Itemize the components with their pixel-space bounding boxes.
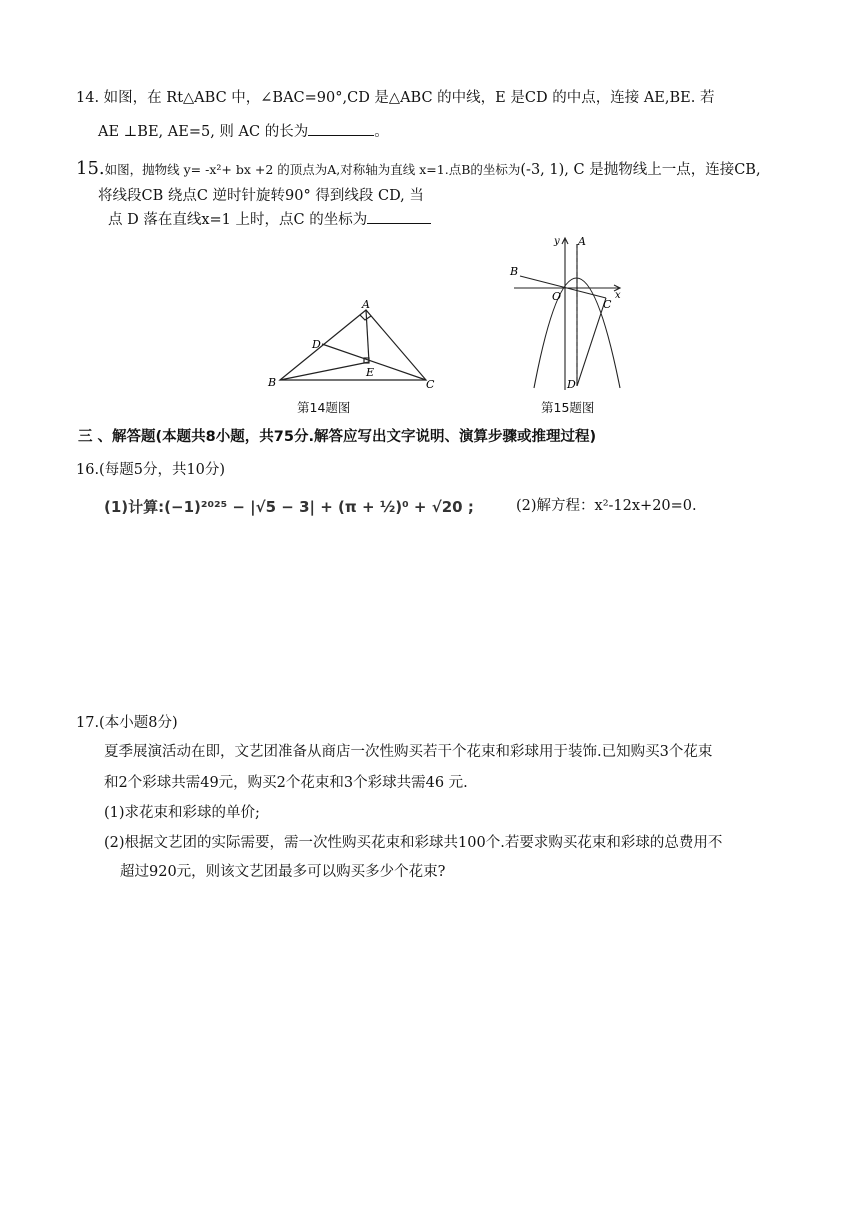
- question-14-condition: AE ⊥BE, AE=5, 则 AC 的长为: [98, 124, 309, 140]
- question-17-header: 17.(本小题8分): [76, 715, 178, 731]
- answer-blank-15[interactable]: [367, 209, 431, 224]
- figure-15-caption: 第15题图: [541, 400, 595, 415]
- question-16-part-1-expression: (−1)²⁰²⁵ − |√5 − 3| + (π + ½)⁰ + √20 ;: [164, 498, 474, 516]
- label-a: A: [578, 235, 586, 248]
- label-x: x: [615, 290, 621, 301]
- label-e: E: [366, 366, 375, 379]
- question-16-header: 16.(每题5分，共10分): [76, 462, 226, 478]
- question-14-number: 14.: [76, 90, 100, 106]
- label-c: C: [603, 298, 612, 311]
- question-15-line-3: [108, 208, 431, 229]
- question-17-text-line-1: 夏季展演活动在即，文艺团准备从商店一次性购买若干个花束和彩球用于装饰.已知购买3个花束: [104, 744, 713, 760]
- question-14-line-2: [98, 120, 389, 141]
- figure-14-triangle-diagram: [262, 296, 442, 394]
- question-15-text-b: (-3, 1), C 是抛物线上一点，连接CB,: [520, 162, 761, 178]
- question-17-part-2-line-2: 超过920元，则该文艺团最多可以购买多少个花束?: [120, 864, 446, 880]
- question-16-part-1-label: (1)计算:: [104, 498, 165, 516]
- label-b: B: [268, 376, 277, 389]
- label-d: D: [312, 338, 321, 351]
- question-16-part-1: [104, 496, 474, 517]
- question-16-part-2: (2)解方程：x²-12x+20=0.: [516, 498, 697, 514]
- label-b: B: [510, 265, 519, 278]
- question-14-line-1: [76, 86, 714, 107]
- answer-blank-14[interactable]: [308, 121, 374, 136]
- question-15-text-a: 如图，抛物线 y= -x²+ bx +2 的顶点为A,对称轴为直线 x=1.点B的坐标为: [104, 162, 521, 177]
- figure-14-caption: 第14题图: [297, 400, 351, 415]
- question-17-part-2-line-1: (2)根据文艺团的实际需要，需一次性购买花束和彩球共100个.若要求购买花束和彩球的总费用不: [104, 835, 723, 851]
- label-c: C: [426, 378, 435, 391]
- question-15-line-1: [76, 158, 761, 179]
- question-14-end: 。: [374, 124, 389, 140]
- label-d: D: [567, 378, 576, 391]
- question-17-text-line-2: 和2个彩球共需49元，购买2个花束和3个彩球共需46 元.: [104, 775, 468, 791]
- figure-15-parabola-diagram: [506, 232, 630, 392]
- question-14-text: 如图，在 Rt△ABC 中，∠BAC=90°,CD 是△ABC 的中线，E 是CD 的中点，连接 AE,BE. 若: [103, 90, 715, 106]
- question-15-line-2: 将线段CB 绕点C 逆时针旋转90° 得到线段 CD, 当: [98, 188, 424, 204]
- question-15-condition: 点 D 落在直线x=1 上时，点C 的坐标为: [108, 212, 368, 228]
- question-17-part-1: (1)求花束和彩球的单价;: [104, 805, 260, 821]
- question-15-number: 15.: [76, 158, 105, 179]
- section-3-heading: 三 、解答题(本题共8小题，共75分.解答应写出文字说明、演算步骤或推理过程): [78, 429, 597, 445]
- label-a: A: [362, 298, 370, 311]
- label-o: O: [552, 290, 562, 303]
- label-y: y: [554, 236, 560, 247]
